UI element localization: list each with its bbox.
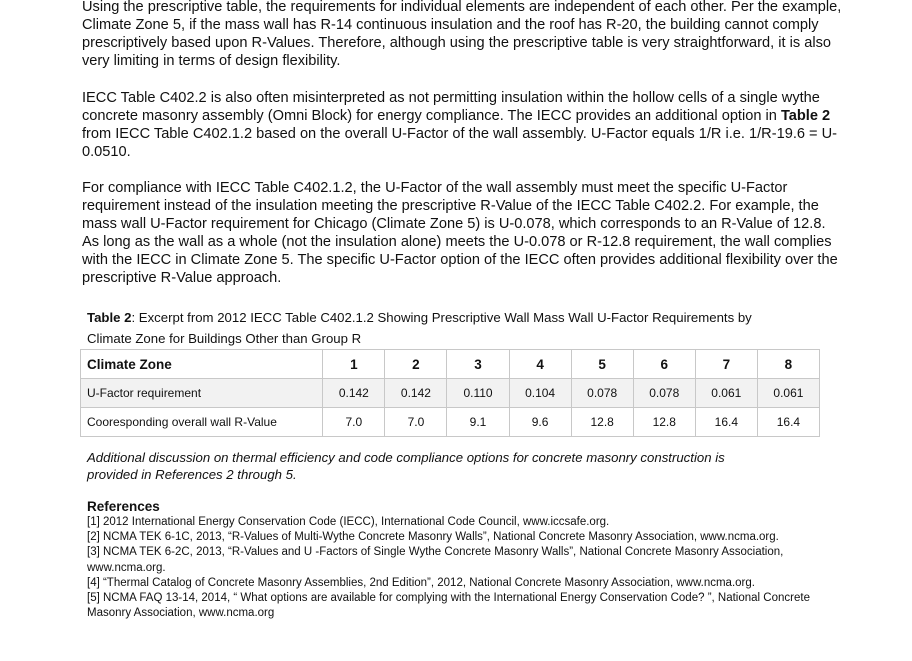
table-cell: 16.4 <box>695 408 757 437</box>
table-caption-text: : Excerpt from 2012 IECC Table C402.1.2 Showing Prescriptive Wall Mass Wall U-Factor Requirements by Climate Zone for Buildings Other than Group R <box>87 310 752 346</box>
reference-item: [5] NCMA FAQ 13-14, 2014, “ What options are available for complying with the International Energy Conservation Code? ”, National Concrete Masonry Association, www.ncma.org <box>87 592 810 620</box>
table-cell: 7.0 <box>385 408 447 437</box>
table-cell: 0.142 <box>385 379 447 408</box>
header-climate-zone: Climate Zone <box>81 350 323 379</box>
table-row <box>81 379 820 408</box>
table-cell: 0.078 <box>633 379 695 408</box>
references-list <box>87 515 827 621</box>
table-cell: 0.104 <box>509 379 571 408</box>
reference-item: [4] “Thermal Catalog of Concrete Masonry Assemblies, 2nd Edition”, 2012, National Concrete Masonry Association, www.ncma.org. <box>87 576 755 589</box>
header-zone: 4 <box>509 350 571 379</box>
paragraph-prescriptive: Using the prescriptive table, the requirements for individual elements are independent of each other. Per the example, Climate Zone 5, if the mass wall has R-14 continuous insulation and the roof has R-20, the building cannot comply prescriptively based upon R-Values. Therefore, although using the prescriptive table is very straightforward, it is also very limiting in terms of design flexibility. <box>82 0 842 69</box>
reference-item: [3] NCMA TEK 6-2C, 2013, “R-Values and U -Factors of Single Wythe Concrete Masonry Walls”, National Concrete Masonry Association, www.ncma.org. <box>87 546 784 574</box>
row-label: Cooresponding overall wall R-Value <box>81 408 323 437</box>
table-caption <box>87 307 787 349</box>
paragraph-misinterpretation <box>82 89 842 161</box>
table-cell: 0.061 <box>757 379 819 408</box>
table-cell: 0.078 <box>571 379 633 408</box>
header-zone: 3 <box>447 350 509 379</box>
reference-item: [2] NCMA TEK 6-1C, 2013, “R-Values of Multi-Wythe Concrete Masonry Walls”, National Concrete Masonry Association, www.ncma.org. <box>87 531 779 544</box>
header-zone: 6 <box>633 350 695 379</box>
header-zone: 5 <box>571 350 633 379</box>
paragraph-compliance: For compliance with IECC Table C402.1.2, the U-Factor of the wall assembly must meet the specific U-Factor requirement instead of the insulation meeting the prescriptive R-Value of the IECC Table C402.2. For example, the mass wall U-Factor requirement for Chicago (Climate Zone 5) is U-0.078, which corresponds to an R-Value of 12.8. As long as the wall as a whole (not the insulation alone) meets the U-0.078 or R-12.8 requirement, the wall complies with the IECC in Climate Zone 5. The specific U-Factor option of the IECC often provides additional flexibility over the prescriptive R-Value approach. <box>82 180 838 286</box>
table-cell: 0.110 <box>447 379 509 408</box>
header-zone: 2 <box>385 350 447 379</box>
table-cell: 12.8 <box>633 408 695 437</box>
table-caption-label: Table 2 <box>87 310 132 325</box>
table-header-row <box>81 350 820 379</box>
table-cell: 7.0 <box>323 408 385 437</box>
additional-discussion-note: Additional discussion on thermal efficiency and code compliance options for concrete masonry construction is provided in References 2 through 5. <box>87 450 725 482</box>
row-label: U-Factor requirement <box>81 379 323 408</box>
table-cell: 0.142 <box>323 379 385 408</box>
paragraph-text: IECC Table C402.2 is also often misinterpreted as not permitting insulation within the hollow cells of a single wythe concrete masonry assembly (Omni Block) for energy compliance. The IECC provides an additional option in <box>82 90 820 124</box>
table-cell: 16.4 <box>757 408 819 437</box>
table-reference: Table 2 <box>780 108 831 124</box>
table-cell: 9.1 <box>447 408 509 437</box>
table-cell: 12.8 <box>571 408 633 437</box>
climate-zone-table <box>80 349 820 437</box>
paragraph-text: from IECC Table C402.1.2 based on the overall U-Factor of the wall assembly. U-Factor equals 1/R i.e. 1/R-19.6 = U-0.0510. <box>82 126 838 160</box>
references-heading: References <box>87 499 160 514</box>
table-row <box>81 408 820 437</box>
header-zone: 8 <box>757 350 819 379</box>
header-zone: 7 <box>695 350 757 379</box>
table-cell: 9.6 <box>509 408 571 437</box>
header-zone: 1 <box>323 350 385 379</box>
table-cell: 0.061 <box>695 379 757 408</box>
reference-item: [1] 2012 International Energy Conservation Code (IECC), International Code Council, www.iccsafe.org. <box>87 516 610 528</box>
